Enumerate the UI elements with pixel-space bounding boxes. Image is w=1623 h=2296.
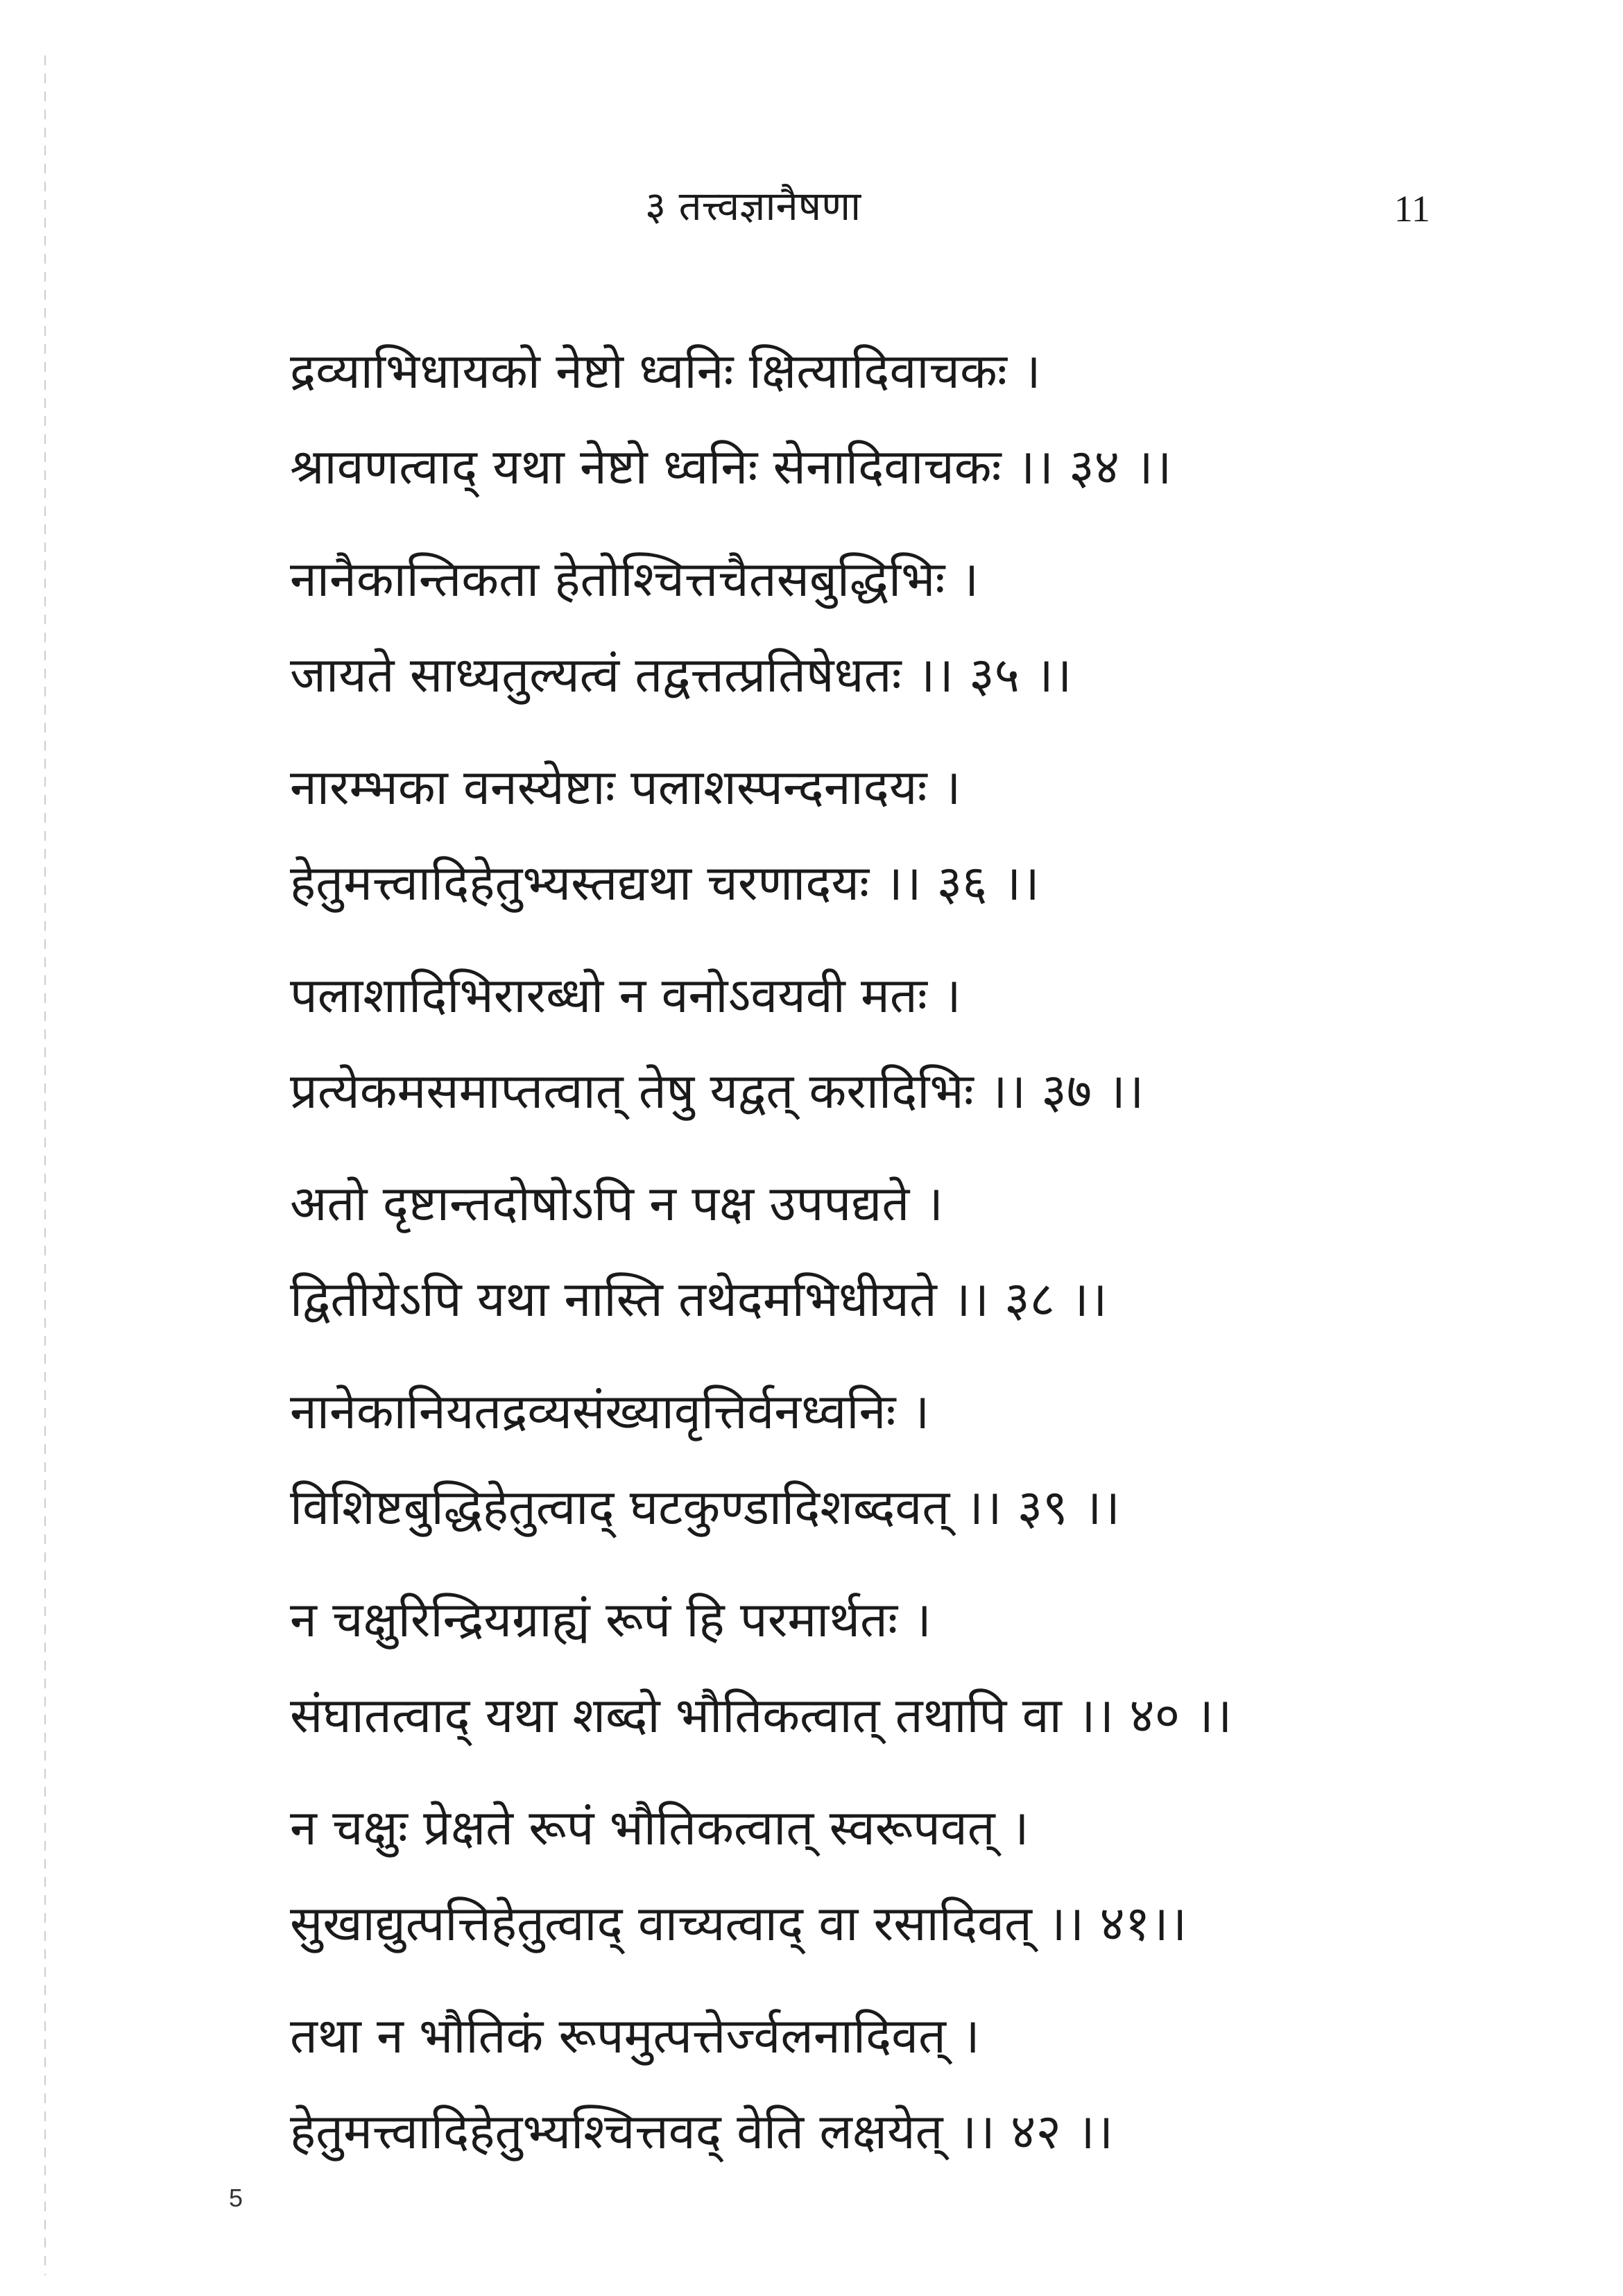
verse-35-line-2: जायते साध्यतुल्यत्वं तद्वत्तत्प्रतिषेधतः ।। ३५ ।। — [290, 646, 1072, 703]
verse-38-line-1: अतो दृष्टान्तदोषोऽपि न पक्ष उपपद्यते । — [290, 1175, 944, 1232]
verse-39-line-1: नानेकानियतद्रव्यसंख्यावृत्तिर्वनध्वनिः । — [290, 1383, 930, 1440]
verse-35-line-1: नानैकान्तिकता हेतोश्चित्तचैतसबुद्धिभिः । — [290, 551, 979, 608]
verse-34-line-1: द्रव्याभिधायको नेष्टो ध्वनिः क्षित्यादिवाचकः । — [290, 343, 1041, 400]
verse-41-line-2: सुखाद्युत्पत्तिहेतुत्वाद् वाच्यत्वाद् वा रसादिवत् ।। ४१।। — [290, 1895, 1187, 1952]
verse-41-line-1: न चक्षुः प्रेक्षते रूपं भौतिकत्वात् स्वरूपवत् । — [290, 1799, 1029, 1856]
verse-40-line-1: न चक्षुरिन्द्रियग्राह्यं रूपं हि परमार्थतः । — [290, 1591, 931, 1648]
verse-42-line-2: हेतुमत्त्वादिहेतुभ्यश्चित्तवद् वेति लक्षयेत् ।। ४२ ।। — [290, 2103, 1114, 2160]
verse-36-line-2: हेतुमत्त्वादिहेतुभ्यस्तद्यथा चरणादयः ।। ३६ ।। — [290, 855, 1040, 911]
verse-37-line-2: प्रत्येकमसमाप्तत्वात् तेषु यद्वत् करादिभिः ।। ३७ ।। — [290, 1063, 1144, 1120]
verse-38-line-2: द्वितीयेऽपि यथा नास्ति तथेदमभिधीयते ।। ३८ ।। — [290, 1271, 1108, 1328]
verse-34-line-2: श्रावणत्वाद् यथा नेष्टो ध्वनिः सेनादिवाचकः ।। ३४ ।। — [290, 438, 1172, 495]
verse-39-line-2: विशिष्टबुद्धिहेतुत्वाद् घटकुण्डादिशब्दवत् ।। ३९ ।। — [290, 1479, 1120, 1536]
page-number: 11 — [1394, 188, 1430, 230]
verse-36-line-1: नारम्भका वनस्येष्टाः पलाशस्पन्दनादयः । — [290, 759, 961, 816]
verse-40-line-2: संघातत्वाद् यथा शब्दो भौतिकत्वात् तथापि वा ।। ४० ।। — [290, 1687, 1233, 1744]
scan-binding-edge — [44, 55, 46, 2275]
signature-mark: 5 — [229, 2184, 243, 2212]
running-head-title: ३ तत्त्वज्ञानैषणा — [645, 182, 861, 230]
verse-37-line-1: पलाशादिभिरारब्धो न वनोऽवयवी मतः । — [290, 967, 961, 1024]
verse-42-line-1: तथा न भौतिकं रूपमुत्पत्तेर्ज्वलनादिवत् । — [290, 2007, 980, 2064]
